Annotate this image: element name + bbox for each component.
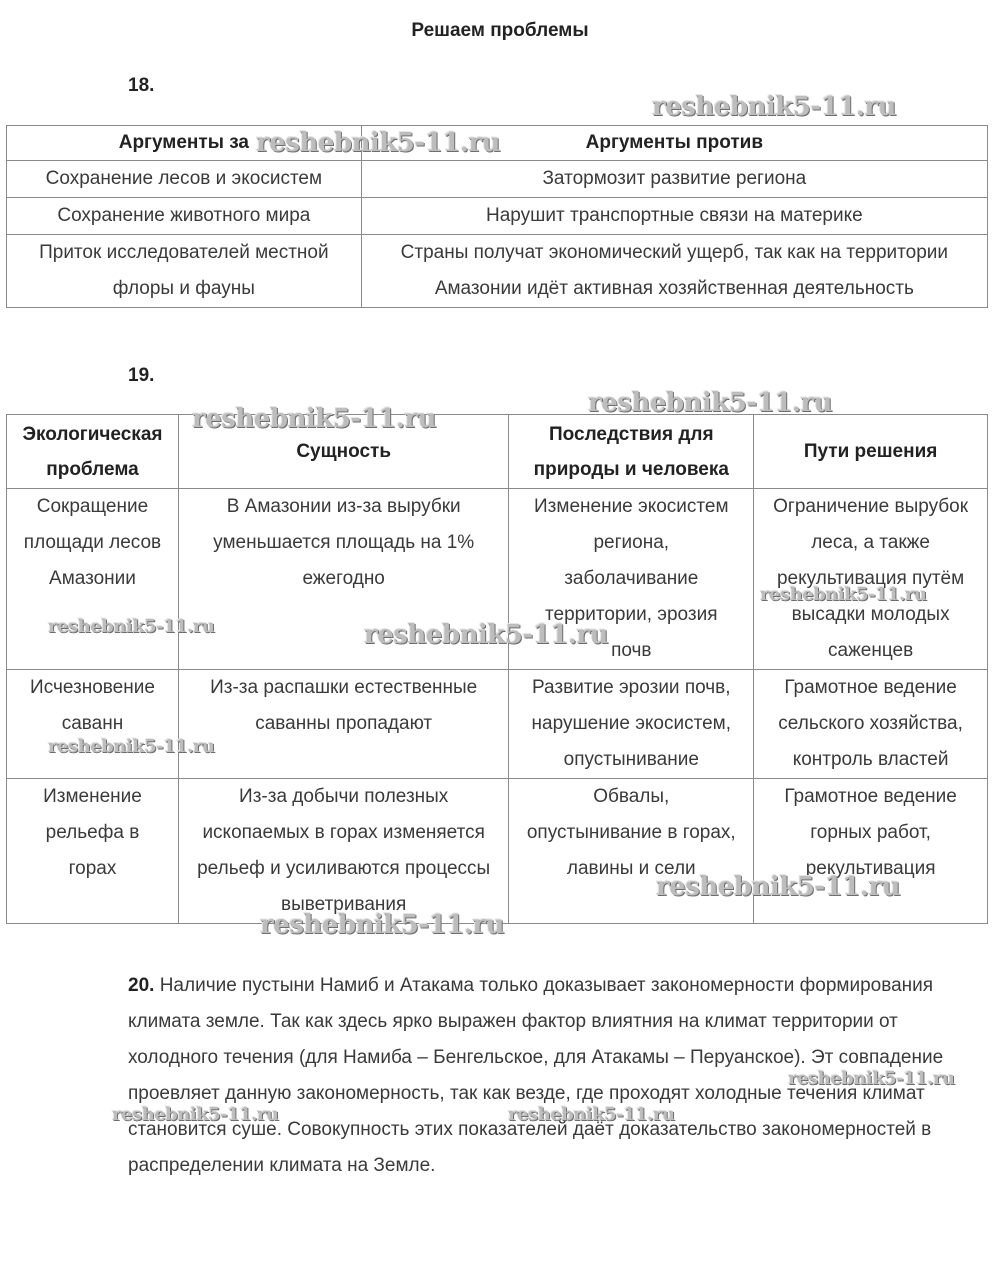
header-essence: Сущность	[178, 415, 508, 489]
table-row	[7, 779, 988, 924]
table-cell: Сохранение животного мира	[7, 198, 362, 235]
table-cell: Нарушит транспортные связи на материке	[361, 198, 987, 235]
table-row	[7, 235, 988, 308]
watermark: reshebnik5-11.ru	[760, 584, 927, 605]
header-arguments-against: Аргументы против	[361, 126, 987, 161]
table-row	[7, 198, 988, 235]
table-cell: Из-за распашки естественные саванны пропадают	[178, 670, 508, 779]
watermark: reshebnik5-11.ru	[48, 616, 215, 637]
header-consequences: Последствия для природы и человека	[509, 415, 754, 489]
table-cell: Изменение рельефа в горах	[7, 779, 179, 924]
table-row	[7, 489, 988, 670]
watermark: reshebnik5-11.ru	[192, 404, 437, 434]
table-cell: Обвалы, опустынивание в горах, лавины и сели	[509, 779, 754, 924]
table-cell: Приток исследователей местной флоры и фауны	[7, 235, 362, 308]
watermark: reshebnik5-11.ru	[364, 620, 609, 650]
table-cell: Ограничение вырубок леса, а также рекультивация путём высадки молодых саженцев	[754, 489, 988, 670]
table-cell: Грамотное ведение сельского хозяйства, контроль властей	[754, 670, 988, 779]
table-cell: Затормозит развитие региона	[361, 161, 987, 198]
header-solutions: Пути решения	[754, 415, 988, 489]
watermark: reshebnik5-11.ru	[508, 1104, 675, 1125]
table-cell: Развитие эрозии почв, нарушение экосистем, опустынивание	[509, 670, 754, 779]
task-19-table	[6, 414, 988, 924]
table-cell: Грамотное ведение горных работ, рекультивация	[754, 779, 988, 924]
table-cell: Из-за добычи полезных ископаемых в горах изменяется рельеф и усиливаются процессы выветривания	[178, 779, 508, 924]
table-row	[7, 670, 988, 779]
watermark: reshebnik5-11.ru	[112, 1104, 279, 1125]
watermark: reshebnik5-11.ru	[588, 388, 833, 418]
task-19-number: 19.	[128, 365, 155, 386]
page-title: Решаем проблемы	[411, 20, 589, 41]
table-cell: Сохранение лесов и экосистем	[7, 161, 362, 198]
table-cell: В Амазонии из-за вырубки уменьшается площадь на 1% ежегодно	[178, 489, 508, 670]
task-18-table	[6, 125, 988, 308]
task-20-number: 20.	[128, 975, 155, 996]
task-18-number: 18.	[128, 75, 155, 96]
table-cell: Страны получат экономический ущерб, так как на территории Амазонии идёт активная хозяйственная деятельность	[361, 235, 987, 308]
table-cell: Исчезновение саванн	[7, 670, 179, 779]
watermark: reshebnik5-11.ru	[656, 872, 901, 902]
table-row	[7, 161, 988, 198]
header-problem: Экологическая проблема	[7, 415, 179, 489]
table-cell: Сокращение площади лесов Амазонии	[7, 489, 179, 670]
watermark: reshebnik5-11.ru	[256, 128, 501, 158]
watermark: reshebnik5-11.ru	[260, 910, 505, 940]
table-cell: Изменение экосистем региона, заболачивание территории, эрозия почв	[509, 489, 754, 670]
header-arguments-for: Аргументы за	[7, 126, 362, 161]
watermark: reshebnik5-11.ru	[788, 1068, 955, 1089]
watermark: reshebnik5-11.ru	[652, 92, 897, 122]
watermark: reshebnik5-11.ru	[48, 736, 215, 757]
task-20-paragraph	[128, 968, 958, 1184]
task-20-text: Наличие пустыни Намиб и Атакама только доказывает закономерности формирования климата земле. Так как здесь ярко выражен фактор влиятния на климат территории от холодного течения (для Намиба – Бенгельское, для Атакамы – Перуанское). Эт совпадение проевляет данную закономерность, так как везде, где проходят холодные течения климат становится суше. Совокупность этих показателей даёт доказательство закономерностей в распределении климата на Земле.	[128, 975, 944, 1176]
